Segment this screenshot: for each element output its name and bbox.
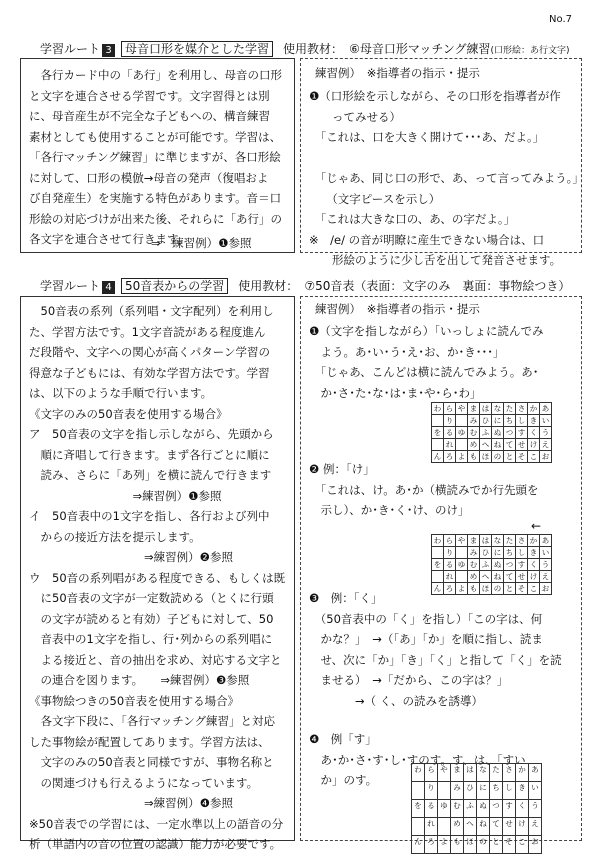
- text-line: した事物絵が配置してあります。学習方法は、: [29, 734, 270, 749]
- text-line: 順に斉唱して行きます。まず各行ごとに順に: [29, 447, 270, 462]
- gojuon-cell: は: [480, 535, 492, 547]
- gojuon-cell: の: [492, 583, 504, 595]
- text-line: かな？」 →（「あ」「か」を順に指し、読ま: [309, 632, 543, 646]
- gojuon-row: [432, 427, 552, 439]
- text-line: ウ 50音の系列唱がある程度できる、もしくは既: [29, 570, 286, 585]
- gojuon-row: [432, 571, 552, 583]
- gojuon-cell: め: [468, 439, 480, 451]
- gojuon-cell: ん: [412, 836, 425, 854]
- gojuon-cell: ほ: [464, 836, 477, 854]
- route-number: 4: [102, 281, 115, 294]
- gojuon-cell: け: [528, 439, 540, 451]
- text-line: に対して、口形の模倣→母音の発声（復唱およ: [29, 170, 269, 185]
- gojuon-row: [412, 800, 542, 818]
- text-line: 「各行マッチング練習」に準じますが、各口形絵: [29, 150, 281, 164]
- text-line: た、学習方法です。1文字音読がある程度進ん: [29, 324, 266, 339]
- gojuon-cell: ね: [492, 571, 504, 583]
- route-number: 3: [102, 44, 115, 57]
- gojuon-cell: ち: [490, 782, 503, 800]
- gojuon-cell: そ: [503, 836, 516, 854]
- gojuon-cell: し: [503, 782, 516, 800]
- gojuon-row: [432, 415, 552, 427]
- gojuon-cell: を: [432, 559, 444, 571]
- text-line: 形絵の対応づけが出来た後、それらに「あ行」の: [29, 211, 282, 226]
- text-line: 「これは大きな口の、あ、の字だよ。」: [309, 212, 516, 226]
- gojuon-cell: [456, 571, 468, 583]
- gojuon-cell: め: [451, 818, 464, 836]
- gojuon-cell: ほ: [480, 583, 492, 595]
- text-line: か･さ･た･な･は･ま･や･ら･わ」: [309, 385, 482, 400]
- text-line: ❹ 例「す」: [309, 732, 377, 746]
- gojuon-cell: せ: [516, 439, 528, 451]
- text-line: ってみせる）: [309, 109, 401, 124]
- text-line: 音表中の1文字を指し、行･列からの系列唱に: [29, 632, 273, 646]
- text-line: と文字を連合させる学習です。文字習得とは別: [29, 88, 270, 103]
- gojuon-cell: こ: [528, 451, 540, 463]
- text-line: 示し）、か･き･く･け、のけ」: [309, 503, 470, 517]
- gojuon-cell: さ: [516, 403, 528, 415]
- gojuon-cell: す: [516, 427, 528, 439]
- gojuon-cell: む: [451, 800, 464, 818]
- text-line: [309, 148, 584, 169]
- gojuon-cell: も: [468, 451, 480, 463]
- gojuon-cell: き: [528, 415, 540, 427]
- gojuon-cell: ひ: [480, 415, 492, 427]
- gojuon-cell: ぬ: [492, 427, 504, 439]
- gojuon-cell: し: [516, 415, 528, 427]
- gojuon-cell: ほ: [480, 451, 492, 463]
- gojuon-cell: ね: [492, 439, 504, 451]
- gojuon-cell: [438, 818, 451, 836]
- gojuon-cell: ら: [425, 764, 438, 782]
- gojuon-cell: ゆ: [456, 559, 468, 571]
- text-line: だ段階や、文字への関心が高くパターン学習の: [29, 345, 271, 359]
- gojuon-cell: て: [504, 439, 516, 451]
- gojuon-row: [412, 836, 542, 854]
- gojuon-cell: ね: [477, 818, 490, 836]
- text-line: （50音表中の「く」を指し）「この字は、何: [309, 611, 543, 626]
- gojuon-cell: よ: [438, 836, 451, 854]
- gojuon-cell: る: [444, 427, 456, 439]
- gojuon-cell: そ: [516, 451, 528, 463]
- text-line: の関連づけも行えるようになっています。: [29, 775, 259, 790]
- gojuon-cell: は: [480, 403, 492, 415]
- gojuon-cell: お: [540, 451, 552, 463]
- gojuon-cell: よ: [456, 451, 468, 463]
- gojuon-cell: ひ: [480, 547, 492, 559]
- text-line: よる接近と、音の抽出を求め、対応する文字と: [29, 652, 282, 667]
- gojuon-grid: [431, 534, 552, 595]
- example-heading: 練習例） ※指導者の指示・提示: [315, 302, 480, 316]
- gojuon-cell: ゆ: [438, 800, 451, 818]
- gojuon-cell: わ: [432, 403, 444, 415]
- gojuon-cell: れ: [444, 439, 456, 451]
- material-note: (口形絵：あ行文字): [490, 46, 570, 56]
- text-line: ア 50音表の文字を指し示しながら、先頭から: [29, 427, 274, 441]
- gojuon-cell: ろ: [444, 451, 456, 463]
- gojuon-row: [432, 403, 552, 415]
- text-line: 文字のみの50音表と同様ですが、事物名称と: [29, 755, 274, 769]
- page-number: No.7: [549, 14, 572, 25]
- gojuon-cell: も: [451, 836, 464, 854]
- route4-description-panel: [20, 296, 295, 851]
- gojuon-cell: ち: [504, 415, 516, 427]
- gojuon-cell: [432, 547, 444, 559]
- gojuon-cell: を: [432, 427, 444, 439]
- gojuon-cell: な: [492, 535, 504, 547]
- gojuon-cell: む: [468, 559, 480, 571]
- text-line: に、母音産生が不完全な子どもへの、構音練習: [29, 109, 271, 123]
- gojuon-cell: わ: [412, 764, 425, 782]
- text-line: 「じゃあ、同じ口の形で、あ、って言ってみよう。」: [309, 171, 584, 185]
- gojuon-cell: [432, 571, 444, 583]
- gojuon-cell: え: [540, 571, 552, 583]
- text-line: ⇒練習例）❶参照: [29, 488, 222, 503]
- text-line: 各文字を連合させて行きます。: [29, 232, 190, 246]
- gojuon-cell: [456, 439, 468, 451]
- gojuon-cell: め: [468, 571, 480, 583]
- example-heading: 練習例） ※指導者の指示・提示: [315, 66, 480, 80]
- material-name: ⑥母音口形マッチング練習: [349, 42, 491, 56]
- example-1: [309, 321, 544, 403]
- gojuon-cell: の: [492, 451, 504, 463]
- route-title: 母音口形を媒介とした学習: [121, 41, 273, 57]
- gojuon-picture-table: [411, 763, 542, 854]
- gojuon-cell: よ: [456, 583, 468, 595]
- gojuon-cell: り: [425, 782, 438, 800]
- text-line: に50音表の文字が一定数読める（とくに行頭: [29, 591, 274, 605]
- gojuon-cell: [432, 439, 444, 451]
- gojuon-cell: む: [468, 427, 480, 439]
- gojuon-cell: に: [492, 547, 504, 559]
- gojuon-cell: か: [516, 764, 529, 782]
- gojuon-cell: つ: [504, 427, 516, 439]
- route3-description-panel: [20, 58, 295, 253]
- gojuon-cell: み: [451, 782, 464, 800]
- text-line: 「これは、口を大きく開けて･･･あ、だよ。」: [309, 130, 545, 144]
- gojuon-cell: こ: [528, 583, 540, 595]
- gojuon-cell: ま: [468, 535, 480, 547]
- gojuon-cell: わ: [432, 535, 444, 547]
- text-line: 得意な子どもには、有効な学習方法です。学習: [29, 365, 270, 380]
- gojuon-row: [432, 439, 552, 451]
- text-line: 《文字のみの50音表を使用する場合》: [29, 406, 228, 421]
- gojuon-cell: み: [468, 547, 480, 559]
- gojuon-cell: ち: [504, 547, 516, 559]
- gojuon-cell: み: [468, 415, 480, 427]
- gojuon-cell: た: [504, 535, 516, 547]
- gojuon-cell: [412, 782, 425, 800]
- gojuon-cell: う: [540, 559, 552, 571]
- text-line: 析（単語内の音の位置の認識）能力が必要です。: [29, 837, 282, 851]
- route3-header: [40, 40, 570, 57]
- gojuon-cell: ま: [451, 764, 464, 782]
- text-line: の連合を図ります。 ⇒練習例）❸参照: [29, 673, 250, 687]
- gojuon-cell: や: [438, 764, 451, 782]
- gojuon-cell: き: [516, 782, 529, 800]
- gojuon-cell: へ: [480, 571, 492, 583]
- gojuon-cell: た: [490, 764, 503, 782]
- gojuon-cell: あ: [540, 535, 552, 547]
- text-line: ❶（文字を指しながら）「いっしょに読んでみ: [309, 324, 544, 338]
- gojuon-cell: え: [540, 439, 552, 451]
- gojuon-cell: あ: [529, 764, 542, 782]
- gojuon-row: [432, 547, 552, 559]
- left-arrow-icon: ←: [531, 519, 542, 533]
- gojuon-cell: ふ: [480, 559, 492, 571]
- gojuon-cell: る: [444, 559, 456, 571]
- gojuon-cell: け: [516, 818, 529, 836]
- gojuon-cell: な: [492, 403, 504, 415]
- gojuon-cell: え: [529, 818, 542, 836]
- text-line: は、以下のような手順で行います。: [29, 386, 213, 400]
- gojuon-cell: ふ: [480, 427, 492, 439]
- route-label: 学習ルート: [40, 279, 101, 293]
- gojuon-cell: す: [516, 559, 528, 571]
- text-line: ※ /e/ の音が明瞭に産生できない場合は、口: [309, 232, 545, 247]
- gojuon-cell: れ: [444, 571, 456, 583]
- gojuon-cell: や: [456, 403, 468, 415]
- text-line: ⇒練習例）❷参照: [29, 550, 233, 564]
- gojuon-cell: そ: [516, 583, 528, 595]
- gojuon-cell: に: [477, 782, 490, 800]
- gojuon-cell: [456, 547, 468, 559]
- gojuon-cell: け: [528, 571, 540, 583]
- text-line: 各文字下段に、「各行マッチング練習」と対応: [29, 714, 275, 728]
- text-line: ※50音表での学習には、一定水準以上の語音の分: [29, 816, 284, 831]
- gojuon-cell: し: [516, 547, 528, 559]
- gojuon-cell: す: [503, 800, 516, 818]
- gojuon-cell: と: [504, 451, 516, 463]
- gojuon-cell: く: [528, 427, 540, 439]
- gojuon-cell: [456, 415, 468, 427]
- gojuon-table-1: [431, 402, 552, 463]
- route3-ref: ⇒ 練習例）❶参照: [151, 236, 252, 250]
- gojuon-cell: や: [456, 535, 468, 547]
- text-line: からの接近方法を提示します。: [29, 529, 201, 544]
- text-line: か」のす。: [309, 773, 378, 787]
- route3-description: [29, 65, 282, 250]
- gojuon-cell: つ: [490, 800, 503, 818]
- gojuon-cell: る: [425, 800, 438, 818]
- gojuon-cell: [432, 415, 444, 427]
- material-label: 使用教材：: [238, 279, 293, 293]
- text-line: 「じゃあ、こんどは横に読んでみよう。あ･: [309, 365, 539, 379]
- gojuon-cell: ゆ: [456, 427, 468, 439]
- gojuon-cell: れ: [425, 818, 438, 836]
- text-line: ❶（口形絵を示しながら、その口形を指導者が作: [309, 89, 561, 103]
- gojuon-cell: か: [528, 535, 540, 547]
- text-line: よう。あ･い･う･え･お、か･き･･･」: [309, 344, 505, 359]
- gojuon-row: [412, 818, 542, 836]
- route4-example-panel: [300, 296, 582, 846]
- gojuon-cell: て: [504, 571, 516, 583]
- gojuon-cell: さ: [503, 764, 516, 782]
- text-line: び自発産生）を実施する特色があります。音＝口: [29, 191, 282, 205]
- gojuon-row: [432, 535, 552, 547]
- gojuon-cell: [412, 818, 425, 836]
- route-label: 学習ルート: [40, 42, 101, 56]
- gojuon-grid: [411, 763, 542, 854]
- gojuon-row: [412, 764, 542, 782]
- text-line: 形絵のように少し舌を出して発音させます。: [309, 253, 562, 267]
- text-line: ❷ 例：「け」: [309, 462, 375, 476]
- text-line: 素材としても使用することが可能です。学習は、: [29, 129, 282, 144]
- gojuon-cell: ろ: [425, 836, 438, 854]
- gojuon-cell: ん: [432, 583, 444, 595]
- text-line: 読み、さらに「あ列」を横に読んで行きます: [29, 468, 272, 482]
- example-2: [309, 459, 539, 521]
- gojuon-cell: と: [490, 836, 503, 854]
- gojuon-cell: は: [464, 764, 477, 782]
- gojuon-cell: に: [492, 415, 504, 427]
- gojuon-cell: う: [540, 427, 552, 439]
- gojuon-cell: り: [444, 547, 456, 559]
- gojuon-cell: ま: [468, 403, 480, 415]
- route4-header: [40, 277, 570, 294]
- gojuon-cell: も: [468, 583, 480, 595]
- text-line: イ 50音表中の1文字を指し、各行および列中: [29, 509, 270, 523]
- text-line: →（ く、の読みを誘導）: [309, 693, 484, 708]
- example-3: [309, 588, 562, 711]
- gojuon-cell: さ: [516, 535, 528, 547]
- gojuon-cell: り: [444, 415, 456, 427]
- gojuon-cell: ん: [432, 451, 444, 463]
- gojuon-cell: い: [529, 782, 542, 800]
- gojuon-cell: お: [540, 583, 552, 595]
- gojuon-cell: ふ: [464, 800, 477, 818]
- gojuon-cell: を: [412, 800, 425, 818]
- gojuon-cell: の: [477, 836, 490, 854]
- gojuon-row: [432, 559, 552, 571]
- gojuon-cell: て: [490, 818, 503, 836]
- material-label: 使用教材：: [283, 42, 338, 56]
- gojuon-cell: ら: [444, 535, 456, 547]
- gojuon-cell: き: [528, 547, 540, 559]
- text-line: 50音表の系列（系列唱・文字配列）を利用し: [29, 304, 274, 318]
- gojuon-cell: こ: [516, 836, 529, 854]
- gojuon-cell: お: [529, 836, 542, 854]
- gojuon-grid: [431, 402, 552, 463]
- gojuon-cell: た: [504, 403, 516, 415]
- gojuon-cell: へ: [464, 818, 477, 836]
- route3-example-lines: [309, 86, 584, 271]
- gojuon-cell: せ: [503, 818, 516, 836]
- gojuon-cell: [438, 782, 451, 800]
- text-line: ❸ 例：「く」: [309, 591, 383, 605]
- text-line: ませる） →「だから、この字は？」: [309, 673, 509, 687]
- text-line: あ･か･さ･す･し･すのす。す、は、「すい: [309, 752, 526, 767]
- gojuon-cell: せ: [516, 571, 528, 583]
- gojuon-cell: ひ: [464, 782, 477, 800]
- text-line: 「これは、け。あ･か（横読みでか行先頭を: [309, 482, 539, 497]
- gojuon-cell: ぬ: [492, 559, 504, 571]
- gojuon-cell: な: [477, 764, 490, 782]
- text-line: 各行カード中の「あ行」を利用し、母音の口形: [29, 68, 282, 82]
- gojuon-cell: く: [528, 559, 540, 571]
- text-line: （文字ピースを示し）: [309, 191, 441, 206]
- route4-description: [29, 301, 285, 855]
- gojuon-cell: ぬ: [477, 800, 490, 818]
- text-line: せ、次に「か」「き」「く」と指して「く」を読: [309, 652, 562, 667]
- route3-example-panel: [300, 58, 584, 267]
- material-name: ⑦50音表（表面：文字のみ 裏面：事物絵つき）: [304, 279, 571, 293]
- gojuon-cell: い: [540, 547, 552, 559]
- gojuon-row: [412, 782, 542, 800]
- gojuon-cell: あ: [540, 403, 552, 415]
- gojuon-table-2: [431, 534, 552, 595]
- gojuon-cell: か: [528, 403, 540, 415]
- text-line: ⇒練習例）❹参照: [29, 796, 233, 810]
- gojuon-cell: と: [504, 583, 516, 595]
- gojuon-cell: く: [516, 800, 529, 818]
- gojuon-cell: へ: [480, 439, 492, 451]
- gojuon-cell: ら: [444, 403, 456, 415]
- route-title: 50音表からの学習: [121, 278, 228, 294]
- gojuon-cell: う: [529, 800, 542, 818]
- gojuon-cell: ろ: [444, 583, 456, 595]
- text-line: の文字が読めると有効）子どもに対して、50: [29, 611, 274, 626]
- gojuon-cell: つ: [504, 559, 516, 571]
- gojuon-cell: い: [540, 415, 552, 427]
- text-line: 《事物絵つきの50音表を使用する場合》: [29, 693, 240, 708]
